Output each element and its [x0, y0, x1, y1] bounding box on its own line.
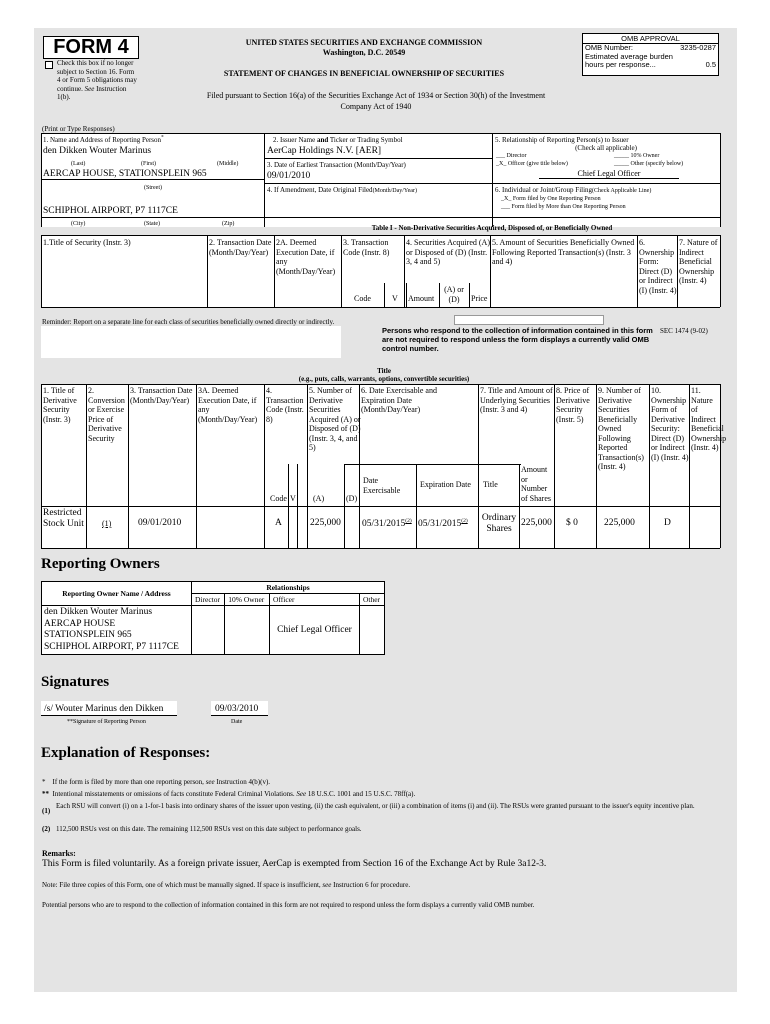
t2-col6: 6. Date Exercisable and Expiration Date (Month/Day/Year)	[361, 386, 437, 414]
t2-a: (A)	[313, 494, 325, 503]
officer-header: Officer	[269, 594, 359, 606]
t1-price: Price	[471, 294, 488, 303]
t1-col3: 3. Transaction Code (Instr. 8)	[343, 238, 390, 257]
box5-label: 5. Relationship of Reporting Person(s) to Issuer	[495, 136, 629, 144]
sec-code: SEC 1474 (9-02)	[660, 327, 708, 335]
explanation-star2: ** Intentional misstatements or omissions of facts constitute Federal Criminal Violations. See 18 U.S.C. 1001 and 15 U.S.C. 78ff(a).	[42, 790, 416, 798]
no-longer-subject-checkbox[interactable]	[45, 61, 53, 69]
signature-date: 09/03/2010	[215, 704, 259, 714]
signature: /s/ Wouter Marinus den Dikken	[44, 704, 164, 714]
filed-pursuant-1: Filed pursuant to Section 16(a) of the Securities Exchange Act of 1934 or Section 30(h) of the Investment	[206, 91, 546, 100]
ten-owner-header: 10% Owner	[225, 594, 270, 606]
omb-approval-box	[582, 33, 719, 76]
owner-name-header: Reporting Owner Name / Address	[42, 582, 192, 606]
file-note: Note: File three copies of this Form, one of which must be manually signed. If space is insufficient, see Instruction 6 for procedure.	[42, 881, 411, 889]
director-option[interactable]: ___ Director	[496, 153, 527, 159]
footnote-2-marker: (2)	[42, 825, 51, 833]
t1-col1: 1.Title of Security (Instr. 3)	[43, 238, 131, 247]
omb-burden-value: 0.5	[705, 60, 716, 69]
potential-persons-note: Potential persons who are to respond to the collection of information contained in this form are not required to respond unless the form displays a currently valid OMB number.	[42, 901, 535, 909]
t1-col2: 2. Transaction Date (Month/Day/Year)	[209, 238, 272, 257]
t2-date-exercisable: Date Exercisable	[363, 476, 401, 495]
form-title: FORM 4	[43, 36, 139, 59]
form-sheet	[34, 28, 737, 992]
checkbox-text: Check this box if no longer subject to Section 16. Form 4 or Form 5 obligations may continue. See Instruction 1(b).	[57, 59, 137, 101]
agency-location: Washington, D.C. 20549	[322, 48, 406, 57]
owner-officer-title: Chief Legal Officer	[269, 606, 359, 655]
t2-d: (D)	[346, 494, 358, 503]
officer-option[interactable]: _X_ Officer (give title below)	[496, 161, 568, 167]
table2-subtitle: (e.g., puts, calls, warrants, options, convertible securities)	[298, 375, 470, 383]
date-label: Date	[231, 719, 243, 725]
omb-burden-1: Estimated average burden	[585, 51, 673, 61]
t2-title: Title	[483, 480, 498, 489]
remarks-heading: Remarks:	[42, 849, 76, 858]
remarks-text: This Form is filed voluntarily. As a foreign private issuer, AerCap is exempted from Section 16 of the Exchange Act by Rule 3a12-3.	[42, 859, 547, 869]
first-label: (First)	[141, 161, 156, 167]
earliest-transaction-date: 09/01/2010	[267, 171, 311, 181]
footnote-1-marker: (1)	[42, 807, 51, 815]
t2-col5: 5. Number of Derivative Securities Acquired (A) or Disposed of (D) (Instr. 3, 4, and 5)	[309, 386, 361, 452]
reporting-owners-heading: Reporting Owners	[41, 556, 160, 572]
row-expiration: 05/31/2015$^{(2)}$	[418, 517, 468, 529]
box1-label: 1. Name and Address of Reporting Person*	[43, 134, 164, 144]
middle-label: (Middle)	[217, 161, 239, 167]
filed-pursuant-2: Company Act of 1940	[340, 102, 412, 111]
last-label: (Last)	[71, 161, 86, 167]
box6-label: 6. Individual or Joint/Group Filing(Check Applicable Line)	[495, 186, 652, 194]
reporting-person-city: SCHIPHOL AIRPORT, P7 1117CE	[43, 206, 178, 216]
box3-label: 3. Date of Earliest Transaction (Month/Day/Year)	[267, 161, 406, 169]
box4-label: 4. If Amendment, Date Original Filed(Month/Day/Year)	[267, 186, 417, 194]
t2-col9: 9. Number of Derivative Securities Beneficially Owned Following Reported Transaction(s) (Instr. 4)	[598, 386, 644, 471]
owner-line-2: AERCAP HOUSE	[44, 618, 116, 629]
print-note: (Print or Type Responses)	[42, 125, 115, 133]
owner-line-1: den Dikken Wouter Marinus	[44, 607, 153, 617]
t1-col7: 7. Nature of Indirect Beneficial Ownership (Instr. 4)	[679, 238, 718, 285]
city-label: (City)	[71, 221, 86, 227]
reporting-person-address: AERCAP HOUSE, STATIONSPLEIN 965	[43, 169, 207, 179]
t1-col2a: 2A. Deemed Execution Date, if any (Month/Day/Year)	[276, 238, 336, 276]
table1-title: Table I - Non-Derivative Securities Acquired, Disposed of, or Beneficially Owned	[371, 224, 613, 232]
t2-col11: 11. Nature of Indirect Beneficial Ownership (Instr. 4)	[691, 386, 727, 452]
explanation-star1: * If the form is filed by more than one reporting person, see Instruction 4(b)(v).	[42, 778, 271, 786]
box5-sub: (Check all applicable)	[575, 144, 637, 152]
t1-col5: 5. Amount of Securities Beneficially Owned Following Reported Transaction(s) (Instr. 3 and 4)	[492, 238, 635, 266]
omb-number-label: OMB Number:	[585, 43, 633, 52]
row-amount: 225,000	[521, 518, 552, 528]
t1-col6: 6. Ownership Form: Direct (D) or Indirect (I) (Instr. 4)	[639, 238, 677, 295]
omb-burden-2: hours per response...	[585, 60, 656, 69]
row-exercisable: 05/31/2015$^{(2)}$	[362, 517, 412, 529]
t2-expiration: Expiration Date	[420, 480, 471, 489]
t2-amount: Amount or Number of Shares	[521, 465, 551, 503]
row-form: D	[664, 518, 671, 528]
ten-percent-owner-option[interactable]: _____ 10% Owner	[614, 153, 660, 159]
t2-v: V	[290, 494, 296, 503]
t1-amount: Amount	[408, 294, 435, 303]
director-header: Director	[192, 594, 225, 606]
statement-title: STATEMENT OF CHANGES IN BENEFICIAL OWNERSHIP OF SECURITIES	[223, 69, 505, 78]
footnote-1: Each RSU will convert (i) on a 1-for-1 basis into ordinary shares of the issuer upon vesting, (ii) the cash equivalent, or (iii) a combination of items (i) and (ii). The RSUs were granted pursuant to the issuer's equity incentive plan.	[56, 802, 695, 810]
issuer-name: AerCap Holdings N.V. [AER]	[267, 146, 382, 156]
t2-col10: 10. Ownership Form of Derivative Security: Direct (D) or Indirect (I) (Instr. 4)	[651, 386, 689, 462]
officer-title: Chief Legal Officer	[577, 169, 641, 178]
omb-notice: Persons who respond to the collection of information contained in this form are not required to respond unless the form displays a currently valid OMB control number.	[382, 326, 653, 353]
explanation-heading: Explanation of Responses:	[41, 745, 211, 761]
other-option[interactable]: _____ Other (specify below)	[614, 161, 684, 167]
t1-col4: 4. Securities Acquired (A) or Disposed of (D) (Instr. 3, 4 and 5)	[406, 238, 490, 266]
t2-col2: 2. Conversion or Exercise Price of Derivative Security	[88, 386, 125, 443]
form-more-persons[interactable]: ___ Form filed by More than One Reporting Person	[501, 204, 626, 210]
signatures-heading: Signatures	[41, 674, 110, 690]
box2-label: 2. Issuer Name and Ticker or Trading Symbol	[273, 136, 403, 144]
t2-col8: 8. Price of Derivative Security (Instr. 5)	[556, 386, 590, 424]
omb-title: OMB APPROVAL	[583, 34, 718, 44]
row-title: Ordinary Shares	[481, 513, 517, 534]
t2-col3a: 3A. Deemed Execution Date, if any (Month/Day/Year)	[198, 386, 258, 424]
row-acquired: 225,000	[310, 518, 341, 528]
t1-aord: (A) or (D)	[444, 285, 464, 304]
row-price: $ 0	[566, 518, 578, 528]
state-label: (State)	[144, 221, 160, 227]
other-header: Other	[359, 594, 384, 606]
t2-col4: 4. Transaction Code (Instr. 8)	[266, 386, 304, 424]
table2-title: Title	[377, 367, 391, 375]
t1-code: Code	[354, 294, 371, 303]
t1-v: V	[392, 294, 398, 303]
row-conversion[interactable]: (1)	[102, 519, 112, 528]
row-owned: 225,000	[604, 518, 635, 528]
t2-col1: 1. Title of Derivative Security (Instr. 3)	[43, 386, 77, 424]
t2-code: Code	[270, 494, 287, 503]
reporting-owners-table	[41, 581, 385, 655]
row-security: Restricted Stock Unit	[43, 508, 84, 529]
agency-name: UNITED STATES SECURITIES AND EXCHANGE COMMISSION	[245, 38, 483, 47]
owner-line-4: SCHIPHOL AIRPORT, P7 1117CE	[44, 641, 179, 652]
street-label: (Street)	[144, 185, 162, 191]
signature-label: **Signature of Reporting Person	[67, 719, 146, 725]
row-code: A	[275, 518, 282, 528]
owner-line-3: STATIONSPLEIN 965	[44, 630, 132, 640]
omb-number: 3235-0287	[680, 43, 716, 52]
form-one-person[interactable]: _X_ Form filed by One Reporting Person	[501, 196, 601, 202]
reporting-person-name: den Dikken Wouter Marinus	[43, 146, 152, 156]
reminder: Reminder: Report on a separate line for each class of securities beneficially owned directly or indirectly.	[42, 318, 335, 326]
relationships-header: Relationships	[192, 582, 385, 594]
footnote-2: 112,500 RSUs vest on this date. The remaining 112,500 RSUs vest on this date subject to performance goals.	[56, 825, 362, 833]
row-date: 09/01/2010	[138, 518, 182, 528]
zip-label: (Zip)	[222, 221, 235, 227]
t2-col7: 7. Title and Amount of Underlying Securities (Instr. 3 and 4)	[480, 386, 553, 414]
t2-col3: 3. Transaction Date (Month/Day/Year)	[130, 386, 193, 405]
